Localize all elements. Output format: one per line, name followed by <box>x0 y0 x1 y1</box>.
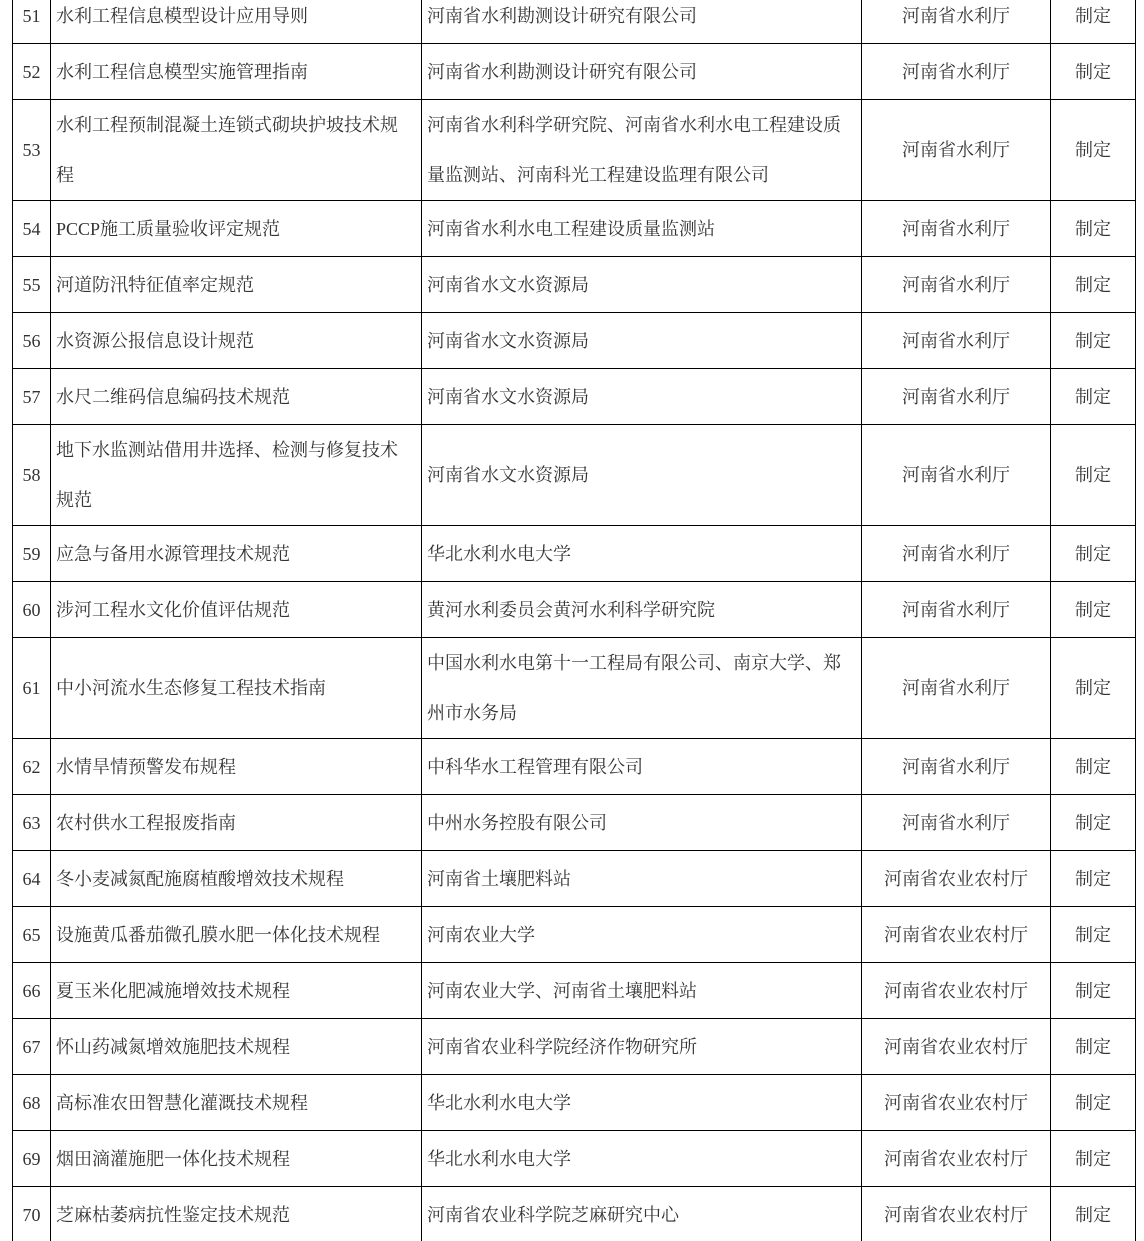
standard-name-cell: PCCP施工质量验收评定规范 <box>51 201 422 257</box>
action-cell: 制定 <box>1051 582 1136 638</box>
department-cell: 河南省水利厅 <box>862 257 1051 313</box>
row-number-cell: 51 <box>13 0 51 44</box>
action-cell: 制定 <box>1051 1187 1136 1241</box>
row-number-cell: 56 <box>13 313 51 369</box>
action-cell: 制定 <box>1051 907 1136 963</box>
drafting-org-cell: 华北水利水电大学 <box>422 1075 862 1131</box>
table-row <box>13 963 1136 1019</box>
drafting-org-cell: 华北水利水电大学 <box>422 526 862 582</box>
drafting-org-cell: 中州水务控股有限公司 <box>422 795 862 851</box>
drafting-org-cell: 中国水利水电第十一工程局有限公司、南京大学、郑州市水务局 <box>422 638 862 739</box>
standard-name-cell: 水利工程预制混凝土连锁式砌块护坡技术规程 <box>51 100 422 201</box>
drafting-org-cell: 河南省农业科学院经济作物研究所 <box>422 1019 862 1075</box>
table-row <box>13 851 1136 907</box>
row-number-cell: 70 <box>13 1187 51 1241</box>
action-cell: 制定 <box>1051 1075 1136 1131</box>
action-cell: 制定 <box>1051 1131 1136 1187</box>
department-cell: 河南省农业农村厅 <box>862 1187 1051 1241</box>
standard-name-cell: 水利工程信息模型设计应用导则 <box>51 0 422 44</box>
table-row <box>13 44 1136 100</box>
drafting-org-cell: 河南省水利科学研究院、河南省水利水电工程建设质量监测站、河南科光工程建设监理有限公司 <box>422 100 862 201</box>
table-row <box>13 1131 1136 1187</box>
table-row <box>13 582 1136 638</box>
row-number-cell: 64 <box>13 851 51 907</box>
department-cell: 河南省农业农村厅 <box>862 1075 1051 1131</box>
row-number-cell: 62 <box>13 739 51 795</box>
row-number-cell: 63 <box>13 795 51 851</box>
action-cell: 制定 <box>1051 313 1136 369</box>
standard-name-cell: 水情旱情预警发布规程 <box>51 739 422 795</box>
drafting-org-cell: 河南省农业科学院芝麻研究中心 <box>422 1187 862 1241</box>
department-cell: 河南省水利厅 <box>862 369 1051 425</box>
standard-name-cell: 怀山药减氮增效施肥技术规程 <box>51 1019 422 1075</box>
drafting-org-cell: 河南省土壤肥料站 <box>422 851 862 907</box>
action-cell: 制定 <box>1051 638 1136 739</box>
department-cell: 河南省水利厅 <box>862 582 1051 638</box>
action-cell: 制定 <box>1051 795 1136 851</box>
standard-name-cell: 夏玉米化肥减施增效技术规程 <box>51 963 422 1019</box>
table-row <box>13 1075 1136 1131</box>
department-cell: 河南省水利厅 <box>862 526 1051 582</box>
table-row <box>13 1019 1136 1075</box>
table-row <box>13 313 1136 369</box>
action-cell: 制定 <box>1051 739 1136 795</box>
standards-table <box>12 0 1136 1241</box>
drafting-org-cell: 中科华水工程管理有限公司 <box>422 739 862 795</box>
table-row <box>13 638 1136 739</box>
row-number-cell: 59 <box>13 526 51 582</box>
row-number-cell: 66 <box>13 963 51 1019</box>
action-cell: 制定 <box>1051 257 1136 313</box>
drafting-org-cell: 河南农业大学 <box>422 907 862 963</box>
drafting-org-cell: 河南省水利水电工程建设质量监测站 <box>422 201 862 257</box>
department-cell: 河南省农业农村厅 <box>862 963 1051 1019</box>
action-cell: 制定 <box>1051 526 1136 582</box>
table-row <box>13 425 1136 526</box>
department-cell: 河南省水利厅 <box>862 201 1051 257</box>
row-number-cell: 61 <box>13 638 51 739</box>
drafting-org-cell: 华北水利水电大学 <box>422 1131 862 1187</box>
table-row <box>13 907 1136 963</box>
standard-name-cell: 水利工程信息模型实施管理指南 <box>51 44 422 100</box>
standard-name-cell: 高标准农田智慧化灌溉技术规程 <box>51 1075 422 1131</box>
drafting-org-cell: 河南农业大学、河南省土壤肥料站 <box>422 963 862 1019</box>
standard-name-cell: 水资源公报信息设计规范 <box>51 313 422 369</box>
standard-name-cell: 河道防汛特征值率定规范 <box>51 257 422 313</box>
row-number-cell: 69 <box>13 1131 51 1187</box>
action-cell: 制定 <box>1051 1019 1136 1075</box>
department-cell: 河南省水利厅 <box>862 795 1051 851</box>
department-cell: 河南省农业农村厅 <box>862 851 1051 907</box>
department-cell: 河南省农业农村厅 <box>862 1019 1051 1075</box>
standard-name-cell: 冬小麦减氮配施腐植酸增效技术规程 <box>51 851 422 907</box>
standards-table-body <box>13 0 1136 1241</box>
action-cell: 制定 <box>1051 963 1136 1019</box>
department-cell: 河南省农业农村厅 <box>862 907 1051 963</box>
table-row <box>13 795 1136 851</box>
department-cell: 河南省水利厅 <box>862 100 1051 201</box>
standard-name-cell: 中小河流水生态修复工程技术指南 <box>51 638 422 739</box>
department-cell: 河南省水利厅 <box>862 0 1051 44</box>
action-cell: 制定 <box>1051 44 1136 100</box>
department-cell: 河南省水利厅 <box>862 313 1051 369</box>
department-cell: 河南省农业农村厅 <box>862 1131 1051 1187</box>
table-row <box>13 0 1136 44</box>
action-cell: 制定 <box>1051 100 1136 201</box>
row-number-cell: 68 <box>13 1075 51 1131</box>
standard-name-cell: 应急与备用水源管理技术规范 <box>51 526 422 582</box>
table-row <box>13 739 1136 795</box>
standard-name-cell: 农村供水工程报废指南 <box>51 795 422 851</box>
standard-name-cell: 芝麻枯萎病抗性鉴定技术规范 <box>51 1187 422 1241</box>
department-cell: 河南省水利厅 <box>862 739 1051 795</box>
drafting-org-cell: 河南省水文水资源局 <box>422 369 862 425</box>
row-number-cell: 58 <box>13 425 51 526</box>
standard-name-cell: 水尺二维码信息编码技术规范 <box>51 369 422 425</box>
table-row <box>13 257 1136 313</box>
table-row <box>13 100 1136 201</box>
row-number-cell: 52 <box>13 44 51 100</box>
department-cell: 河南省水利厅 <box>862 425 1051 526</box>
drafting-org-cell: 河南省水文水资源局 <box>422 257 862 313</box>
action-cell: 制定 <box>1051 0 1136 44</box>
action-cell: 制定 <box>1051 851 1136 907</box>
row-number-cell: 60 <box>13 582 51 638</box>
drafting-org-cell: 河南省水文水资源局 <box>422 313 862 369</box>
row-number-cell: 54 <box>13 201 51 257</box>
department-cell: 河南省水利厅 <box>862 44 1051 100</box>
table-row <box>13 369 1136 425</box>
row-number-cell: 55 <box>13 257 51 313</box>
drafting-org-cell: 黄河水利委员会黄河水利科学研究院 <box>422 582 862 638</box>
table-row <box>13 526 1136 582</box>
department-cell: 河南省水利厅 <box>862 638 1051 739</box>
table-row <box>13 1187 1136 1241</box>
drafting-org-cell: 河南省水利勘测设计研究有限公司 <box>422 0 862 44</box>
drafting-org-cell: 河南省水利勘测设计研究有限公司 <box>422 44 862 100</box>
action-cell: 制定 <box>1051 425 1136 526</box>
row-number-cell: 65 <box>13 907 51 963</box>
row-number-cell: 53 <box>13 100 51 201</box>
row-number-cell: 57 <box>13 369 51 425</box>
action-cell: 制定 <box>1051 201 1136 257</box>
standard-name-cell: 涉河工程水文化价值评估规范 <box>51 582 422 638</box>
standard-name-cell: 设施黄瓜番茄微孔膜水肥一体化技术规程 <box>51 907 422 963</box>
table-row <box>13 201 1136 257</box>
action-cell: 制定 <box>1051 369 1136 425</box>
standard-name-cell: 烟田滴灌施肥一体化技术规程 <box>51 1131 422 1187</box>
drafting-org-cell: 河南省水文水资源局 <box>422 425 862 526</box>
row-number-cell: 67 <box>13 1019 51 1075</box>
standard-name-cell: 地下水监测站借用井选择、检测与修复技术规范 <box>51 425 422 526</box>
